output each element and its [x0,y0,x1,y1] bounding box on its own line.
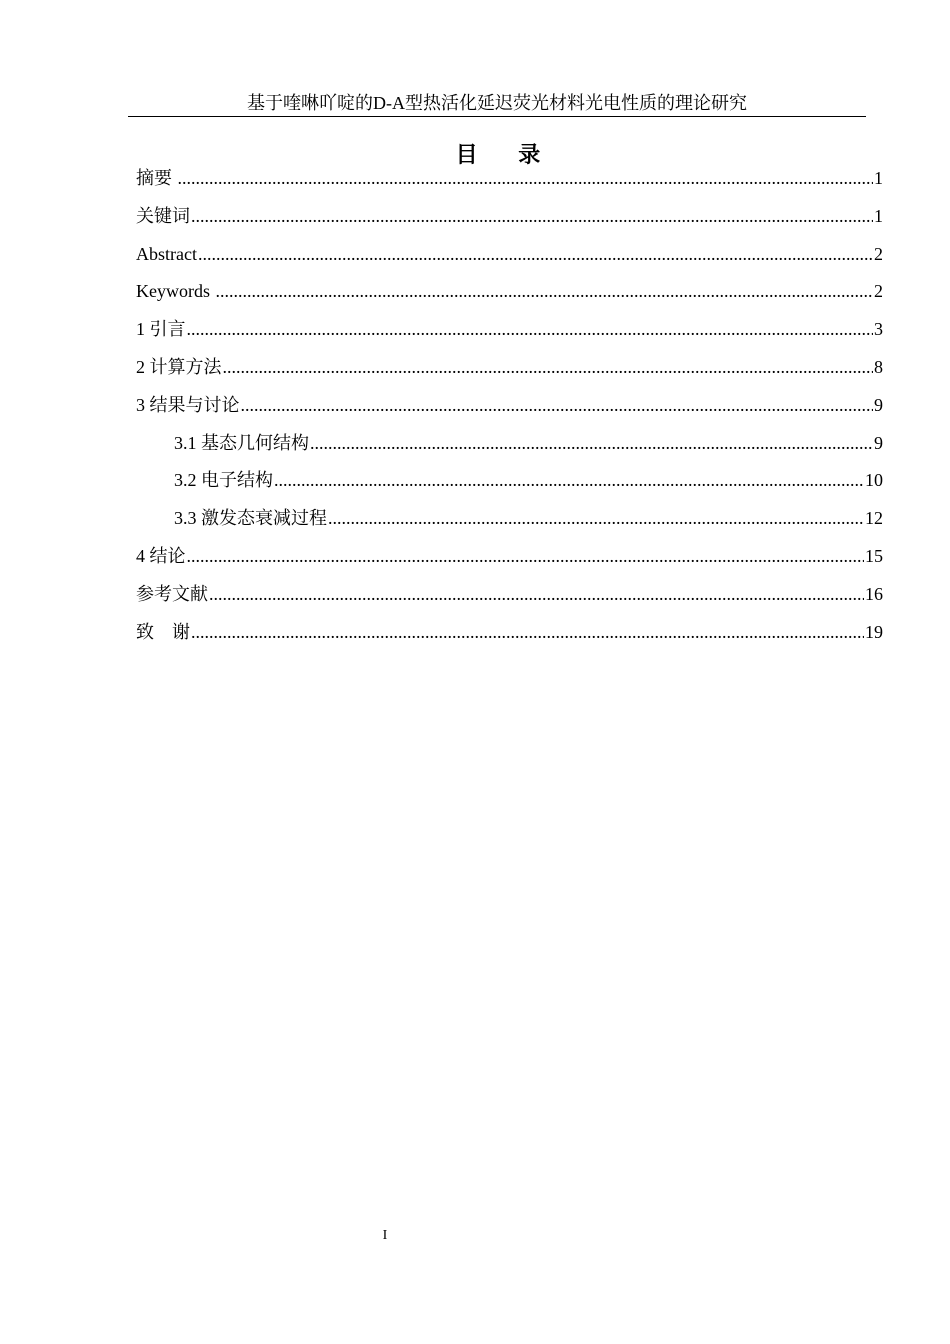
toc-dot-leader [187,314,874,344]
toc-dot-leader [209,579,864,609]
toc-dot-leader [274,465,864,495]
toc-entry-ground-state[interactable] [136,428,883,466]
toc-dot-leader [216,276,874,306]
toc-entry-results[interactable] [136,390,883,428]
toc-dot-leader [328,503,864,533]
toc-dot-leader [191,617,864,647]
toc-entry-abstract-cn[interactable] [136,163,883,201]
toc-entry-page: 2 [874,243,883,264]
toc-entry-label: 3 结果与讨论 [136,394,240,415]
toc-dot-leader [241,390,874,420]
toc-entry-page: 1 [874,168,883,188]
toc-entry-page: 19 [865,621,883,642]
toc-entry-label: 3.3 激发态衰减过程 [174,508,327,529]
toc-entry-electronic-structure[interactable] [136,465,883,503]
table-of-contents [136,163,883,654]
toc-entry-label: Abstract [136,243,197,264]
toc-entry-page: 9 [874,394,883,415]
toc-entry-page: 15 [865,545,883,566]
toc-entry-label: Keywords [136,281,215,302]
toc-entry-label: 3.1 基态几何结构 [174,432,309,453]
page-header-title: 基于喹啉吖啶的D-A型热活化延迟荧光材料光电性质的理论研究 [247,93,747,113]
toc-entry-page: 8 [874,356,883,377]
toc-entry-abstract-en[interactable] [136,239,883,277]
toc-entry-introduction[interactable] [136,314,883,352]
toc-dot-leader [198,239,873,269]
toc-entry-keywords-cn[interactable] [136,201,883,239]
toc-entry-label: 4 结论 [136,545,186,566]
toc-entry-page: 3 [874,319,883,340]
toc-entry-acknowledgements[interactable] [136,617,883,655]
toc-entry-label: 3.2 电子结构 [174,470,273,491]
toc-entry-page: 10 [865,470,883,491]
toc-entry-references[interactable] [136,579,883,617]
toc-entry-excited-state-decay[interactable] [136,503,883,541]
toc-entry-page: 16 [865,583,883,604]
toc-entry-label: 摘要 [136,168,177,188]
toc-dot-leader [187,541,865,571]
toc-dot-leader [178,163,874,193]
toc-title: 目 录 [455,143,543,168]
toc-dot-leader [223,352,874,382]
page-number: I [382,1228,388,1243]
page-header [128,90,866,117]
toc-entry-page: 1 [874,205,883,226]
toc-entry-page: 9 [874,432,883,453]
toc-dot-leader [310,428,873,458]
toc-entry-label: 致 谢 [136,621,190,642]
toc-entry-keywords-en[interactable] [136,276,883,314]
toc-entry-page: 2 [874,281,883,302]
toc-entry-label: 1 引言 [136,319,186,340]
toc-entry-label: 关键词 [136,205,190,226]
toc-entry-label: 参考文献 [136,583,208,604]
toc-entry-conclusion[interactable] [136,541,883,579]
toc-entry-methods[interactable] [136,352,883,390]
toc-entry-label: 2 计算方法 [136,356,222,377]
toc-dot-leader [191,201,873,231]
toc-entry-page: 12 [865,508,883,529]
